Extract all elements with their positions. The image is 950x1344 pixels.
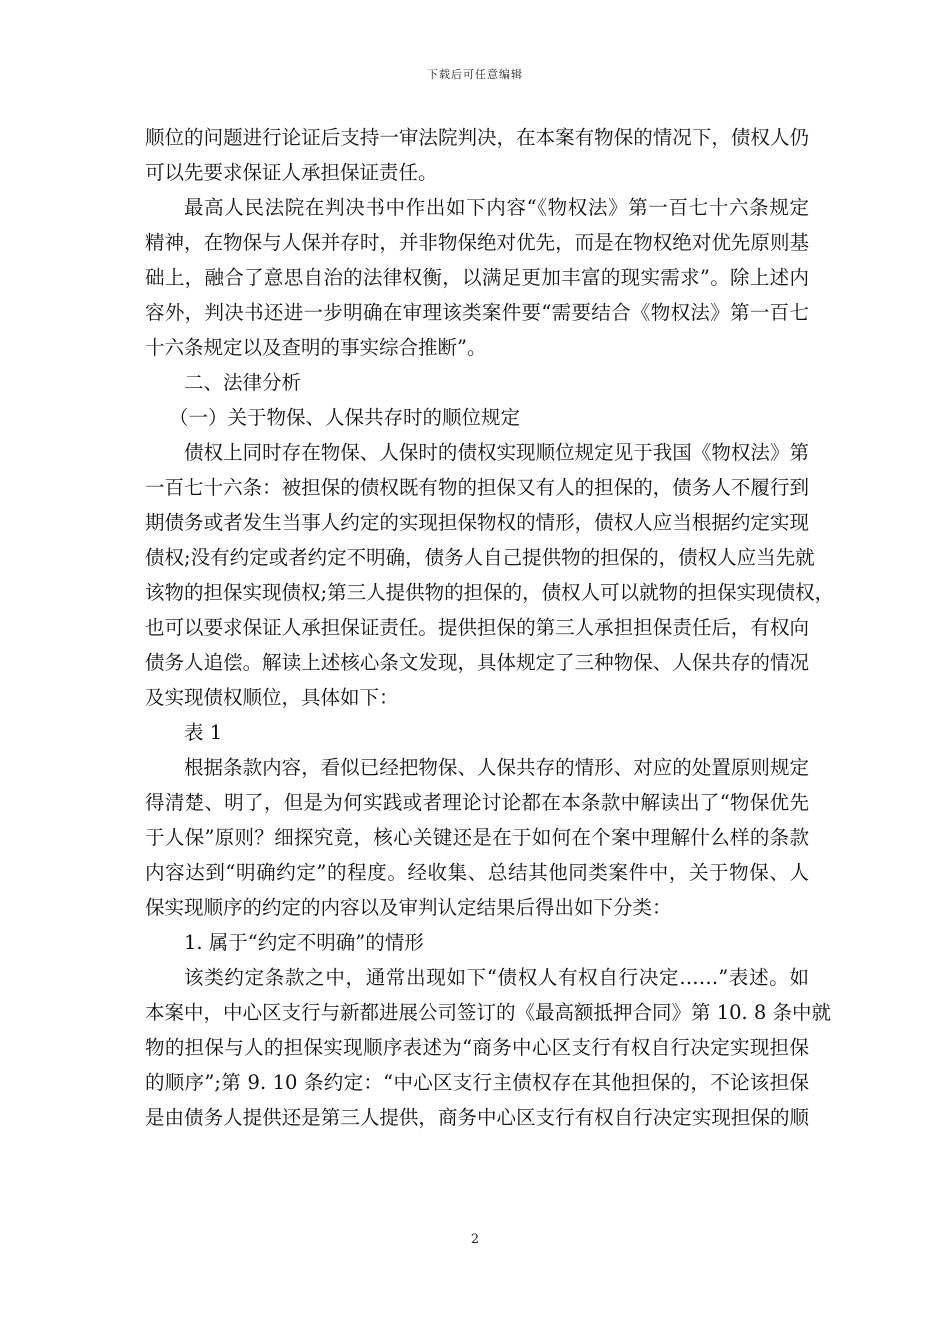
text-line: 该类约定条款之中，通常出现如下“债权人有权自行决定……”表述。如 [184,966,809,989]
paragraph [145,190,809,365]
table-label: 表 1 [184,721,223,744]
text-line: 债权上同时存在物保、人保时的债权实现顺位规定见于我国《物权法》第 [184,441,809,464]
text-line: 物的担保与人的担保实现顺序表述为“商务中心区支行有权自行决定实现担保 [145,1036,809,1059]
text-line: 的顺序”;第 9. 10 条约定：“中心区支行主债权存在其他担保的，不论该担保 [145,1071,809,1094]
section-heading: 二、法律分析 [184,371,302,394]
text-line: 根据条款内容，看似已经把物保、人保共存的情形、对应的处置原则规定 [184,756,809,779]
text-line: 该物的担保实现债权;第三人提供物的担保的，债权人可以就物的担保实现债权， [145,581,835,604]
page-number: 2 [470,1232,480,1247]
text-line: 顺位的问题进行论证后支持一审法院判决，在本案有物保的情况下，债权人仍 [145,126,809,149]
text-line: 容外，判决书还进一步明确在审理该类案件要“需要结合《物权法》第一百七 [145,301,809,324]
text-line: 期债务或者发生当事人约定的实现担保物权的情形，债权人应当根据约定实现 [145,511,809,534]
paragraph [145,750,809,925]
paragraph [145,120,809,190]
text-line: 可以先要求保证人承担保证责任。 [145,161,438,184]
text-line: 内容达到“明确约定”的程度。经收集、总结其他同类案件中，关于物保、人 [145,861,809,884]
text-line: 于人保”原则？细探究竟，核心关键还是在于如何在个案中理解什么样的条款 [145,826,809,849]
text-line: 本案中，中心区支行与新都进展公司签订的《最高额抵押合同》第 10. 8 条中就 [145,1001,832,1024]
text-line: 十六条规定以及查明的事实综合推断”。 [145,336,487,359]
paragraph [145,435,835,715]
text-line: 债务人追偿。解读上述核心条文发现，具体规定了三种物保、人保共存的情况 [145,651,809,674]
text-line: 是由债务人提供还是第三人提供，商务中心区支行有权自行决定实现担保的顺 [145,1106,809,1129]
page-header: 下载后可任意编辑 [427,68,523,81]
text-line: 础上，融合了意思自治的法律权衡，以满足更加丰富的现实需求”。除上述内 [145,266,809,289]
paragraph [145,960,832,1135]
text-line: 一百七十六条：被担保的债权既有物的担保又有人的担保的，债务人不履行到 [145,476,809,499]
text-line: 最高人民法院在判决书中作出如下内容“《物权法》第一百七十六条规定 [184,196,809,219]
text-line: 保实现顺序的约定的内容以及审判认定结果后得出如下分类： [145,896,672,919]
text-line: 精神，在物保与人保并存时，并非物保绝对优先，而是在物权绝对优先原则基 [145,231,809,254]
document-body [145,120,835,1135]
subsection-heading: （一）关于物保、人保共存时的顺位规定 [169,406,521,429]
text-line: 得清楚、明了，但是为何实践或者理论讨论都在本条款中解读出了“物保优先 [145,791,809,814]
text-line: 债权;没有约定或者约定不明确，债务人自己提供物的担保的，债权人应当先就 [145,546,815,569]
text-line: 及实现债权顺位，具体如下： [145,686,399,709]
numbered-heading: 1. 属于“约定不明确”的情形 [184,931,424,954]
text-line: 也可以要求保证人承担保证责任。提供担保的第三人承担担保责任后，有权向 [145,616,809,639]
